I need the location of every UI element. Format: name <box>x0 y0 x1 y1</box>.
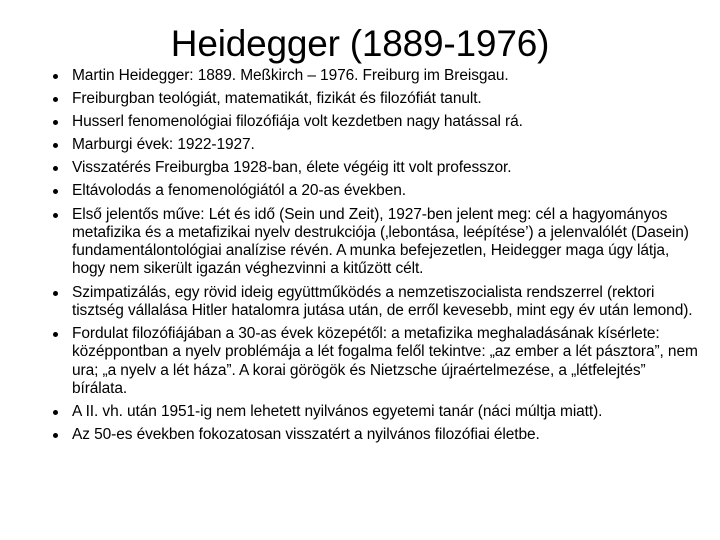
bullet-dot-icon <box>53 332 58 337</box>
bullet-item <box>58 136 698 154</box>
bullet-text: Husserl fenomenológiai filozófiája volt kezdetben nagy hatással rá. <box>72 113 523 131</box>
bullet-text: A II. vh. után 1951-ig nem lehetett nyilvános egyetemi tanár (náci múltja miatt). <box>72 402 603 420</box>
bullet-text: Visszatérés Freiburgba 1928-ban, élete végéig itt volt professzor. <box>72 159 512 177</box>
bullet-dot-icon <box>53 166 58 171</box>
slide-title: Heidegger (1889-1976) <box>170 23 550 64</box>
bullet-dot-icon <box>53 120 58 125</box>
bullet-dot-icon <box>53 291 58 296</box>
bullet-item <box>58 325 698 398</box>
bullet-dot-icon <box>53 410 58 415</box>
bullet-dot-icon <box>53 189 58 194</box>
bullet-text: Az 50-es években fokozatosan visszatért a nyilvános filozófiai életbe. <box>72 426 540 444</box>
bullet-item <box>58 284 698 321</box>
bullet-item <box>58 403 698 421</box>
bullet-text: Marburgi évek: 1922-1927. <box>72 136 255 154</box>
bullet-dot-icon <box>53 143 58 148</box>
bullet-text: Első jelentős műve: Lét és idő (Sein und Zeit), 1927-ben jelent meg: cél a hagyományos metafizika és a metafizikai nyelv destrukciója (‚lebontása, leépítése’) a jelenvalólét (Dasein) fundamentálontológiai analízise révén. A munka befejezetlen, Heidegger maga úgy látja, hogy nem sikerült igazán véghezvinni a kitűzött célt. <box>72 205 689 278</box>
bullet-item <box>58 159 698 177</box>
bullet-item <box>58 206 698 279</box>
bullet-dot-icon <box>53 433 58 438</box>
bullet-dot-icon <box>53 213 58 218</box>
bullet-dot-icon <box>53 74 58 79</box>
bullet-text: Martin Heidegger: 1889. Meßkirch – 1976. Freiburg im Breisgau. <box>72 67 509 84</box>
bullet-list <box>58 67 698 449</box>
bullet-item <box>58 182 698 200</box>
bullet-text: Eltávolodás a fenomenológiától a 20-as években. <box>72 182 406 200</box>
bullet-item <box>58 113 698 131</box>
bullet-dot-icon <box>53 97 58 102</box>
bullet-text: Szimpatizálás, egy rövid ideig együttműködés a nemzetiszocialista rendszerrel (rektori tisztség vállalása Hitler hatalomra jutása után, de erről kevesebb, mint egy év után lemond). <box>72 283 693 319</box>
bullet-item <box>58 426 698 444</box>
bullet-item <box>58 90 698 108</box>
bullet-text: Fordulat filozófiájában a 30-as évek közepétől: a metafizika meghaladásának kísérlete: középpontban a nyelv problémája a lét fogalma felől tekintve: „az ember a lét pásztora”, nem ura; „a nyelv a lét háza”. A korai görögök és Nietzsche újraértelmezése, a „létfelejtés” bírálata. <box>72 324 698 397</box>
bullet-text: Freiburgban teológiát, matematikát, fizikát és filozófiát tanult. <box>72 90 482 108</box>
bullet-item <box>58 67 698 85</box>
